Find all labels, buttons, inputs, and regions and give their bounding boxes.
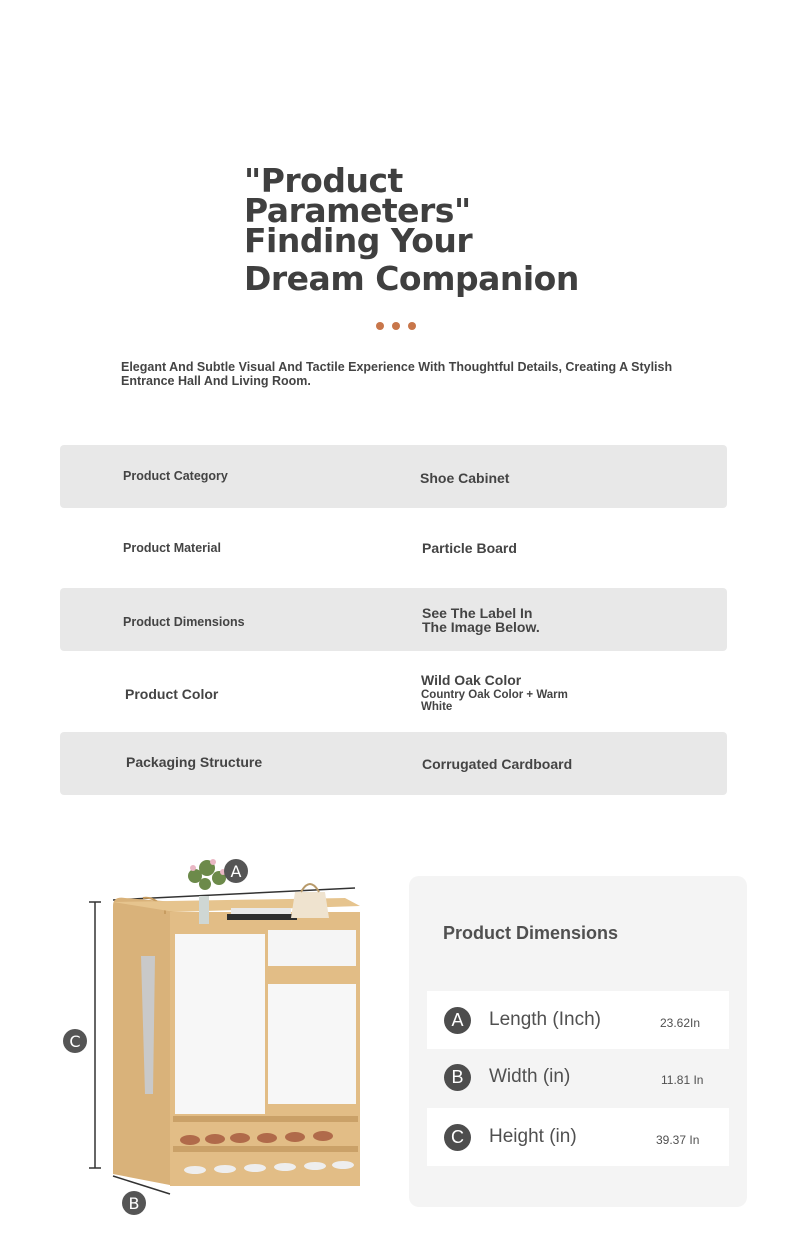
spec-label: Product Material — [123, 541, 221, 555]
spec-value: Corrugated Cardboard — [422, 756, 573, 772]
badge-b: B — [444, 1064, 471, 1091]
spec-row-packaging — [60, 732, 727, 795]
badge-c: C — [444, 1124, 471, 1151]
spec-row-color — [60, 660, 727, 723]
spec-value — [422, 606, 540, 634]
cabinet-drawer — [268, 930, 356, 966]
dot — [408, 322, 416, 330]
dimension-row-length — [427, 991, 729, 1049]
marker-label: C — [69, 1032, 81, 1051]
spec-row-material — [60, 516, 727, 579]
title-line: Parameters" — [244, 191, 471, 230]
page-title — [244, 161, 604, 298]
marker-b — [122, 1191, 146, 1215]
spec-label: Product Dimensions — [123, 615, 245, 629]
dimension-row-height — [427, 1108, 729, 1166]
vase — [199, 896, 209, 924]
spec-value-main: Wild Oak Color — [421, 672, 522, 688]
dot — [376, 322, 384, 330]
spec-row-dimensions — [60, 588, 727, 651]
cabinet-door-right — [268, 984, 356, 1104]
dimension-name: Height (in) — [489, 1126, 577, 1147]
spec-row-category — [60, 445, 727, 508]
dimension-value: 39.37 In — [656, 1133, 700, 1147]
dot — [392, 322, 400, 330]
shoe-shelf — [173, 1146, 358, 1152]
bag — [291, 892, 329, 918]
dimension-row-width — [427, 1048, 729, 1106]
marker-a — [224, 859, 248, 883]
badge-a: A — [444, 1007, 471, 1034]
spec-label: Product Color — [125, 686, 219, 702]
spec-value-line: The Image Below. — [422, 619, 540, 635]
books — [231, 908, 291, 914]
marker-label: A — [230, 862, 242, 881]
shoe-shelf — [173, 1116, 358, 1122]
decorative-dots — [376, 322, 416, 330]
spec-value: Shoe Cabinet — [420, 470, 510, 486]
spec-value-line: See The Label In — [422, 605, 533, 621]
spec-value: Particle Board — [422, 540, 517, 556]
cabinet-door-left — [175, 934, 265, 1114]
dimensions-panel — [409, 876, 747, 1207]
title-line: "Product — [244, 161, 403, 200]
spec-label: Product Category — [123, 469, 228, 483]
spec-value-sub: White — [421, 701, 453, 713]
marker-label: B — [128, 1194, 140, 1213]
title-line: Finding Your — [244, 221, 473, 260]
plant — [188, 860, 226, 890]
books — [227, 914, 297, 920]
dimension-name: Width (in) — [489, 1066, 571, 1087]
spec-label: Packaging Structure — [126, 754, 263, 770]
spec-value-sub: Country Oak Color + Warm — [421, 689, 568, 701]
marker-c — [63, 1029, 87, 1053]
spec-value — [421, 673, 568, 713]
dimension-name: Length (Inch) — [489, 1009, 601, 1030]
intro-text: Elegant And Subtle Visual And Tactile Experience With Thoughtful Details, Creating A Stylish Entrance Hall And Living Room. — [121, 360, 673, 388]
shoe-cabinet-illustration — [55, 848, 375, 1228]
dimension-value: 11.81 In — [661, 1073, 704, 1087]
dimensions-title: Product Dimensions — [443, 923, 619, 943]
dimension-value: 23.62In — [660, 1016, 701, 1030]
title-line: Dream Companion — [244, 259, 579, 298]
